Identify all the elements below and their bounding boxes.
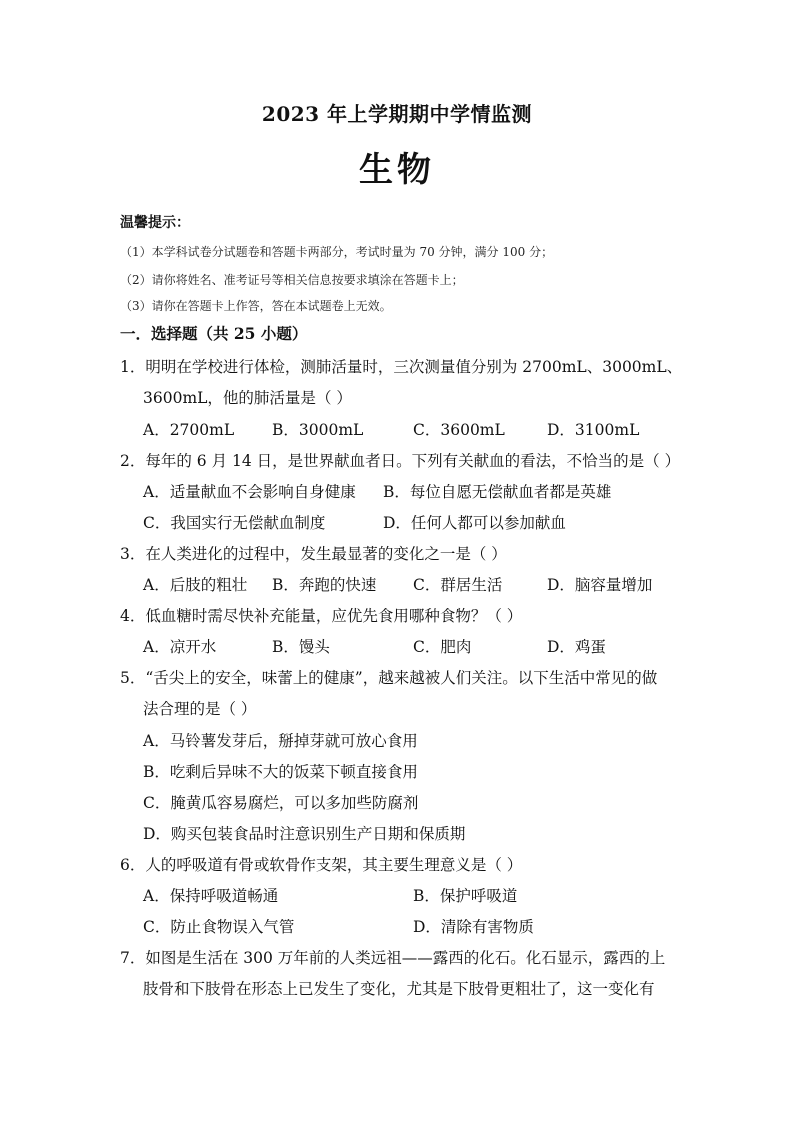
question-4-option-a: A．凉开水 — [143, 638, 217, 656]
question-4-option-d: D．鸡蛋 — [547, 638, 606, 656]
question-6-option-b: B．保护呼吸道 — [413, 887, 518, 905]
question-4-option-c: C．肥肉 — [413, 638, 472, 656]
question-1-option-c: C．3600mL — [413, 421, 505, 439]
question-1-option-d: D．3100mL — [547, 421, 640, 439]
question-7-line-2: 肢骨和下肢骨在形态上已发生了变化，尤其是下肢骨更粗壮了，这一变化有 — [143, 980, 655, 998]
question-5-line-1: 5．“舌尖上的安全，味蕾上的健康”，越来越被人们关注。以下生活中常见的做 — [120, 669, 658, 687]
question-3-line-1: 3．在人类进化的过程中，发生最显著的变化之一是（ ） — [120, 545, 507, 563]
question-2-option-a: A．适量献血不会影响自身健康 — [143, 483, 356, 501]
question-1-option-a: A．2700mL — [143, 421, 235, 439]
question-4-line-1: 4．低血糖时需尽快补充能量，应优先食用哪种食物？（ ） — [120, 607, 523, 625]
question-3-option-d: D．脑容量增加 — [547, 576, 653, 594]
question-5-line-2: 法合理的是（ ） — [143, 700, 257, 718]
question-6-option-c: C．防止食物误入气管 — [143, 918, 295, 936]
question-6-option-d: D．清除有害物质 — [413, 918, 534, 936]
question-6-line-1: 6．人的呼吸道有骨或软骨作支架，其主要生理意义是（ ） — [120, 856, 523, 874]
question-2-option-b: B．每位自愿无偿献血者都是英雄 — [383, 483, 612, 501]
question-3-option-c: C．群居生活 — [413, 576, 503, 594]
question-3-option-a: A．后肢的粗壮 — [143, 576, 248, 594]
exam-title: 2023 年上学期期中学情监测 — [261, 102, 533, 126]
tip-item: （1）本学科试卷分试题卷和答题卡两部分，考试时量为 70 分钟，满分 100 分； — [120, 245, 554, 259]
question-5-option-a: A．马铃薯发芽后，掰掉芽就可放心食用 — [143, 732, 418, 750]
question-5-option-b: B．吃剩后异味不大的饭菜下顿直接食用 — [143, 763, 418, 781]
question-6-option-a: A．保持呼吸道畅通 — [143, 887, 279, 905]
question-3-option-b: B．奔跑的快速 — [272, 576, 377, 594]
tips-heading: 温馨提示： — [120, 215, 190, 231]
question-4-option-b: B．馒头 — [272, 638, 330, 656]
question-2-option-c: C．我国实行无偿献血制度 — [143, 514, 326, 532]
question-5-option-c: C．腌黄瓜容易腐烂，可以多加些防腐剂 — [143, 794, 419, 812]
question-5-option-d: D．购买包装食品时注意识别生产日期和保质期 — [143, 825, 466, 843]
question-7-line-1: 7．如图是生活在 300 万年前的人类远祖——露西的化石。化石显示，露西的上 — [120, 949, 666, 967]
tip-item: （3）请你在答题卡上作答，答在本试题卷上无效。 — [120, 299, 392, 313]
section-heading: 一．选择题（共 25 小题） — [120, 324, 308, 343]
subject-title: 生物 — [359, 150, 435, 190]
question-2-line-1: 2．每年的 6 月 14 日，是世界献血者日。下列有关献血的看法，不恰当的是（ ） — [120, 452, 681, 470]
question-2-option-d: D．任何人都可以参加献血 — [383, 514, 566, 532]
tip-item: （2）请你将姓名、准考证号等相关信息按要求填涂在答题卡上； — [120, 273, 464, 287]
question-1-line-2: 3600mL，他的肺活量是（ ） — [143, 389, 352, 407]
question-1-line-1: 1．明明在学校进行体检，测肺活量时，三次测量值分别为 2700mL、3000mL、 — [120, 358, 683, 376]
question-1-option-b: B．3000mL — [272, 421, 364, 439]
